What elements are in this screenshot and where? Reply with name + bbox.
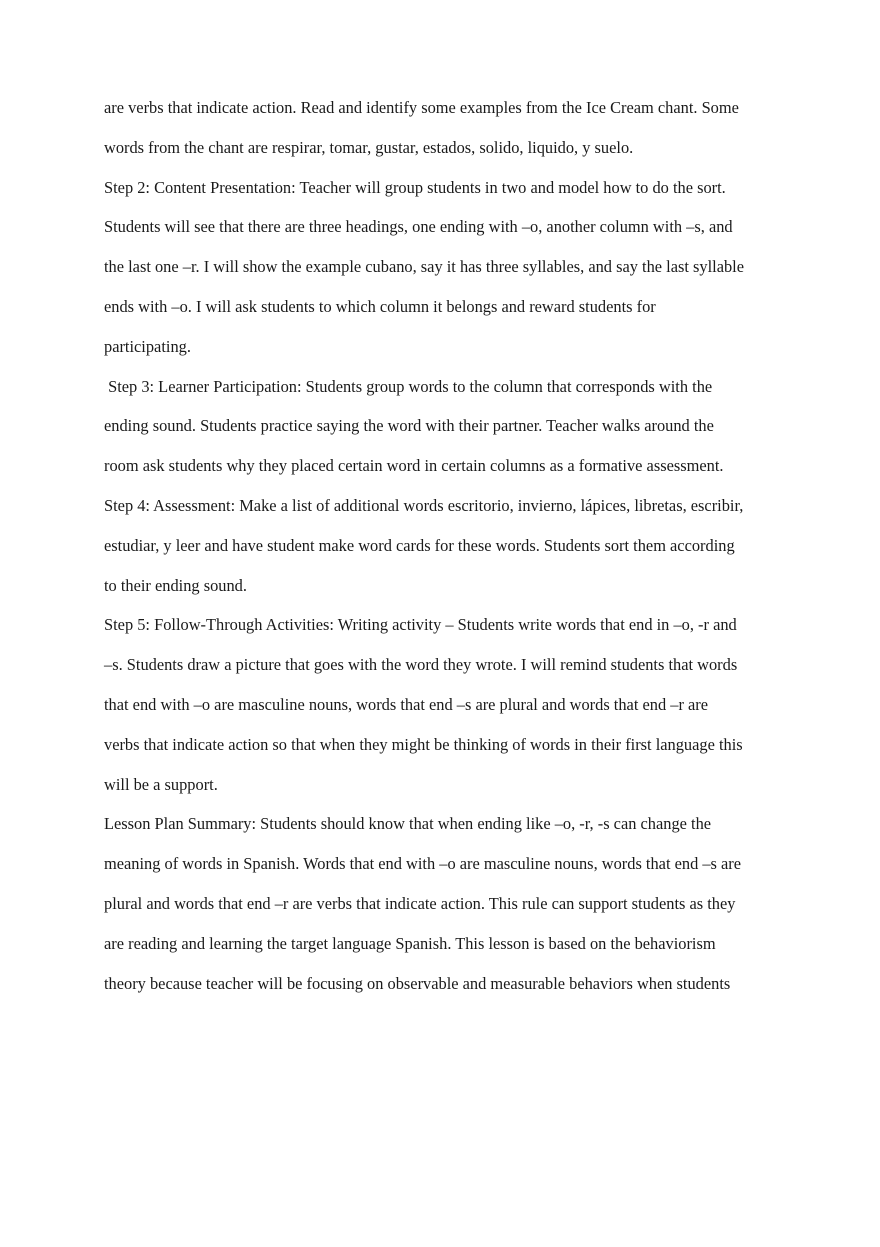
text-line: verbs that indicate action so that when they might be thinking of words in their first language this: [104, 734, 743, 754]
text-line: estudiar, y leer and have student make word cards for these words. Students sort them according: [104, 535, 735, 555]
text-line: theory because teacher will be focusing on observable and measurable behaviors when students: [104, 973, 731, 993]
text-line: plural and words that end –r are verbs that indicate action. This rule can support students as they: [104, 893, 736, 913]
text-line: Step 4: Assessment: Make a list of additional words escritorio, invierno, lápices, libretas, escribir,: [104, 495, 744, 515]
text-line: words from the chant are respirar, tomar, gustar, estados, solido, liquido, y suelo.: [104, 137, 634, 157]
text-line: the last one –r. I will show the example cubano, say it has three syllables, and say the last syllable: [104, 257, 744, 277]
text-line: that end with –o are masculine nouns, words that end –s are plural and words that end –r are: [104, 694, 709, 714]
text-line: meaning of words in Spanish. Words that end with –o are masculine nouns, words that end –s are: [104, 854, 742, 874]
text-line: are reading and learning the target language Spanish. This lesson is based on the behaviorism: [104, 933, 716, 953]
text-line: to their ending sound.: [104, 575, 247, 595]
text-line: Lesson Plan Summary: Students should know that when ending like –o, -r, -s can change the: [104, 814, 712, 834]
text-line: room ask students why they placed certain word in certain columns as a formative assessment.: [104, 456, 724, 476]
body-text: [104, 88, 804, 1003]
text-line: Step 5: Follow-Through Activities: Writing activity – Students write words that end in –o, -r and: [104, 615, 737, 635]
text-line: are verbs that indicate action. Read and identify some examples from the Ice Cream chant. Some: [104, 98, 739, 117]
text-line: ends with –o. I will ask students to which column it belongs and reward students for: [104, 296, 656, 316]
text-line: will be a support.: [104, 774, 218, 794]
text-line: ending sound. Students practice saying the word with their partner. Teacher walks around the: [104, 416, 714, 436]
text-line: participating.: [104, 336, 191, 356]
text-line: Step 2: Content Presentation: Teacher will group students in two and model how to do the sort.: [104, 177, 726, 197]
text-line: Students will see that there are three headings, one ending with –o, another column with –s, and: [104, 217, 733, 237]
text-line: Step 3: Learner Participation: Students group words to the column that corresponds with the: [104, 376, 713, 396]
text-line: –s. Students draw a picture that goes with the word they wrote. I will remind students that words: [104, 655, 738, 675]
